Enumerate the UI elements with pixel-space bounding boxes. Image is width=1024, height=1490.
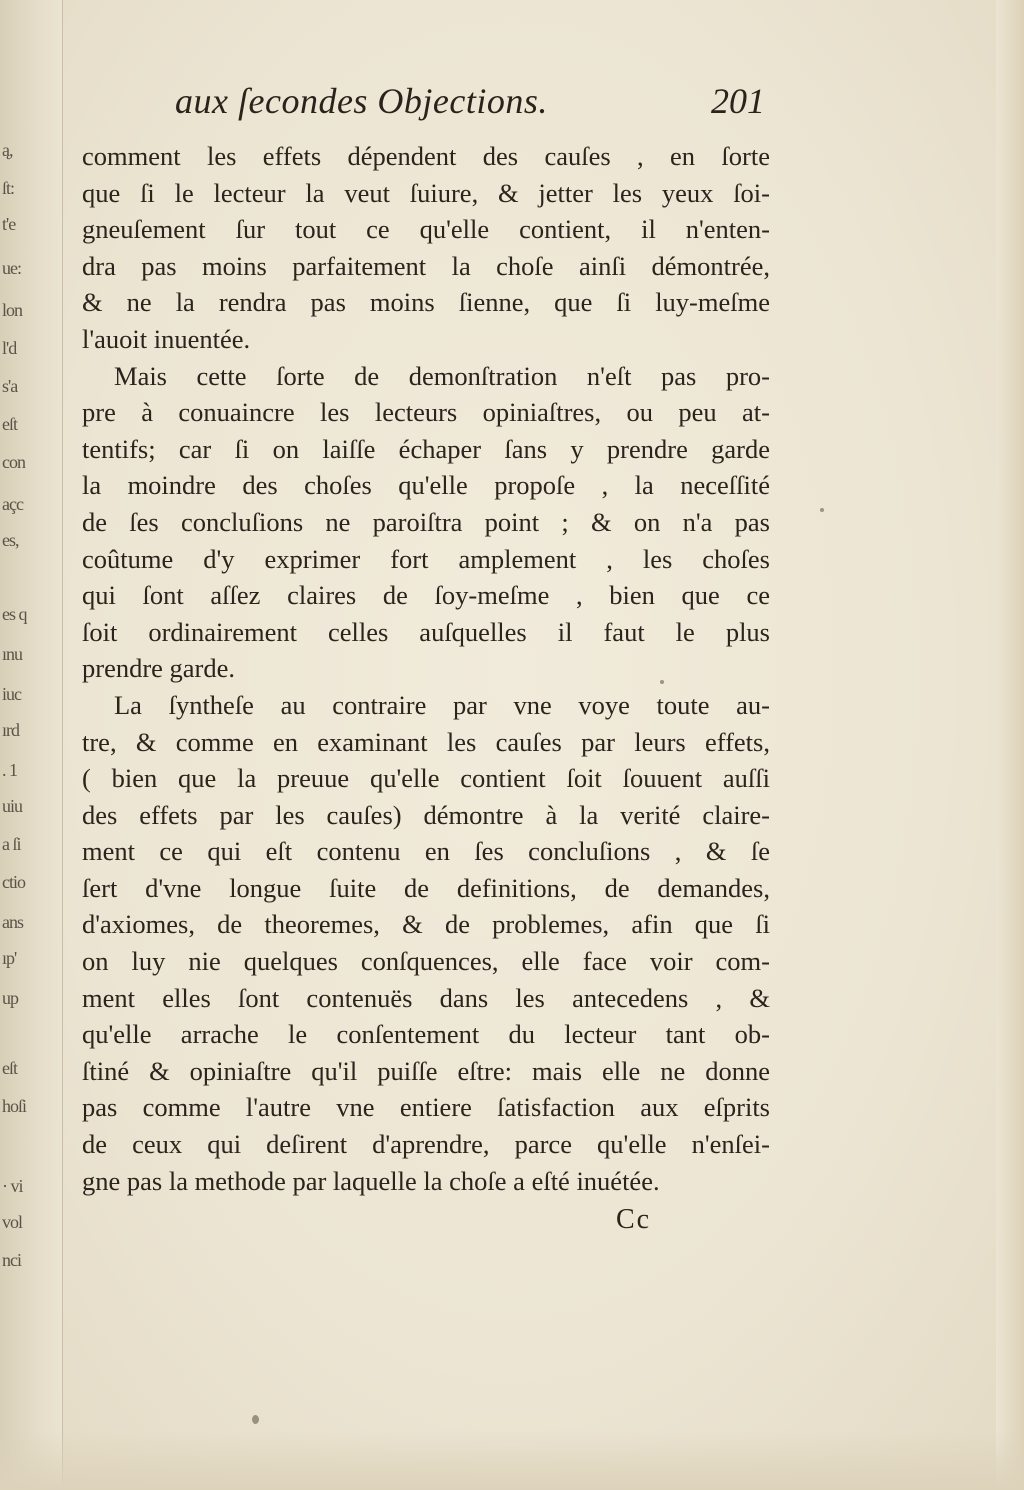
gutter-fragment: ctio: [2, 872, 25, 892]
running-title: aux ſecondes Objections.: [175, 81, 548, 121]
gutter-fragment: uiu: [2, 796, 23, 816]
facing-page-gutter: [0, 0, 63, 1490]
gutter-fragment: up: [2, 988, 18, 1008]
text-line: ſtiné & opiniaſtre qu'il puiſſe eſtre: mais elle ne donne: [82, 1055, 770, 1086]
text-line: on luy nie quelques conſquences, elle face voir com-: [82, 946, 770, 977]
text-line: ment ce qui eſt contenu en ſes concluſions , & ſe: [82, 836, 770, 867]
gutter-fragment: es q: [2, 604, 27, 624]
gutter-fragment: açc: [2, 494, 23, 514]
text-line: d'axiomes, de theoremes, & de problemes, afin que ſi: [82, 909, 770, 940]
ink-speck: [660, 680, 664, 684]
text-line: ( bien que la preuue qu'elle contient ſoit ſouuent auſſi: [82, 763, 770, 794]
gutter-fragment: iuc: [2, 684, 21, 704]
ink-speck: [820, 508, 824, 512]
text-line: coûtume d'y exprimer fort amplement , les choſes: [82, 543, 770, 574]
gutter-fragment: ırd: [2, 720, 19, 740]
text-line: ſoit ordinairement celles auſquelles il faut le plus: [82, 616, 770, 647]
text-line: de ſes concluſions ne paroiſtra point ; & on n'a pas: [82, 506, 770, 537]
gutter-fragment: lon: [2, 300, 23, 320]
gutter-fragment: l'd: [2, 338, 17, 358]
gutter-fragment: nci: [2, 1250, 21, 1270]
gutter-fragment: t'e: [2, 214, 16, 234]
gutter-fragment: vol: [2, 1212, 23, 1232]
text-line: pas comme l'autre vne entiere ſatisfaction aux eſprits: [82, 1092, 770, 1123]
text-line: prendre garde.: [82, 653, 236, 684]
page-edge-shadow: [996, 0, 1024, 1490]
text-line: dra pas moins parfaitement la choſe ainſi démontrée,: [82, 250, 770, 281]
text-line: l'auoit inuentée.: [82, 323, 251, 354]
text-line: la moindre des choſes qu'elle propoſe , la neceſſité: [82, 470, 770, 501]
gutter-fragment: ıp': [2, 948, 17, 968]
text-line: que ſi le lecteur la veut ſuiure, & jetter les yeux ſoi-: [82, 177, 770, 208]
text-line: de ceux qui deſirent d'aprendre, parce qu'elle n'enſei-: [82, 1129, 770, 1160]
text-line: ſert d'vne longue ſuite de definitions, de demandes,: [82, 872, 770, 903]
gutter-fragment: a ſi: [2, 834, 21, 854]
text-line: ment elles ſont contenuës dans les antecedens , &: [82, 982, 770, 1013]
text-line: qu'elle arrache le conſentement du lecteur tant ob-: [82, 1019, 770, 1050]
text-line: gne pas la methode par laquelle la choſe a eſté inuétée.: [82, 1165, 660, 1196]
gutter-fragment: ınu: [2, 644, 23, 664]
gutter-fragment: es,: [2, 530, 19, 550]
gutter-fragment: . 1: [2, 760, 17, 780]
text-line: des effets par les cauſes) démontre à la verité claire-: [82, 799, 770, 830]
gutter-fragment: s'a: [2, 376, 18, 396]
gutter-fragment: eſt: [2, 1058, 17, 1078]
text-line: & ne la rendra pas moins ſienne, que ſi luy-meſme: [82, 287, 770, 318]
text-line: gneuſement ſur tout ce qu'elle contient, il n'enten-: [82, 214, 770, 245]
gutter-fragment: con: [2, 452, 25, 472]
page-number: 201: [711, 81, 765, 121]
gutter-fragment: hoſi: [2, 1096, 27, 1116]
text-line: comment les effets dépendent des cauſes , en ſorte: [82, 141, 770, 171]
page-header: [175, 80, 775, 130]
ink-speck: [252, 1415, 259, 1424]
page-bottom-shadow: [0, 1430, 1024, 1490]
gutter-fragment: eſt: [2, 414, 17, 434]
text-line: pre à conuaincre les lecteurs opiniaſtres, ou peu at-: [82, 397, 770, 428]
text-line: La ſyntheſe au contraire par vne voye toute au-: [114, 689, 770, 720]
text-line: tre, & comme en examinant les cauſes par leurs effets,: [82, 726, 770, 757]
signature-mark: Cc: [616, 1204, 652, 1235]
gutter-fragment: ans: [2, 912, 23, 932]
text-line: Mais cette ſorte de demonſtration n'eſt pas pro-: [114, 360, 770, 391]
gutter-fragment: ą,: [2, 140, 13, 160]
body-text: [82, 138, 770, 1199]
gutter-fragment: · vi: [2, 1176, 23, 1196]
text-line: qui ſont aſſez claires de ſoy-meſme , bien que ce: [82, 580, 770, 611]
gutter-fragment: ſt:: [2, 178, 15, 198]
gutter-fragment: ue:: [2, 258, 21, 278]
text-line: tentifs; car ſi on laiſſe échaper ſans y prendre garde: [82, 433, 770, 464]
